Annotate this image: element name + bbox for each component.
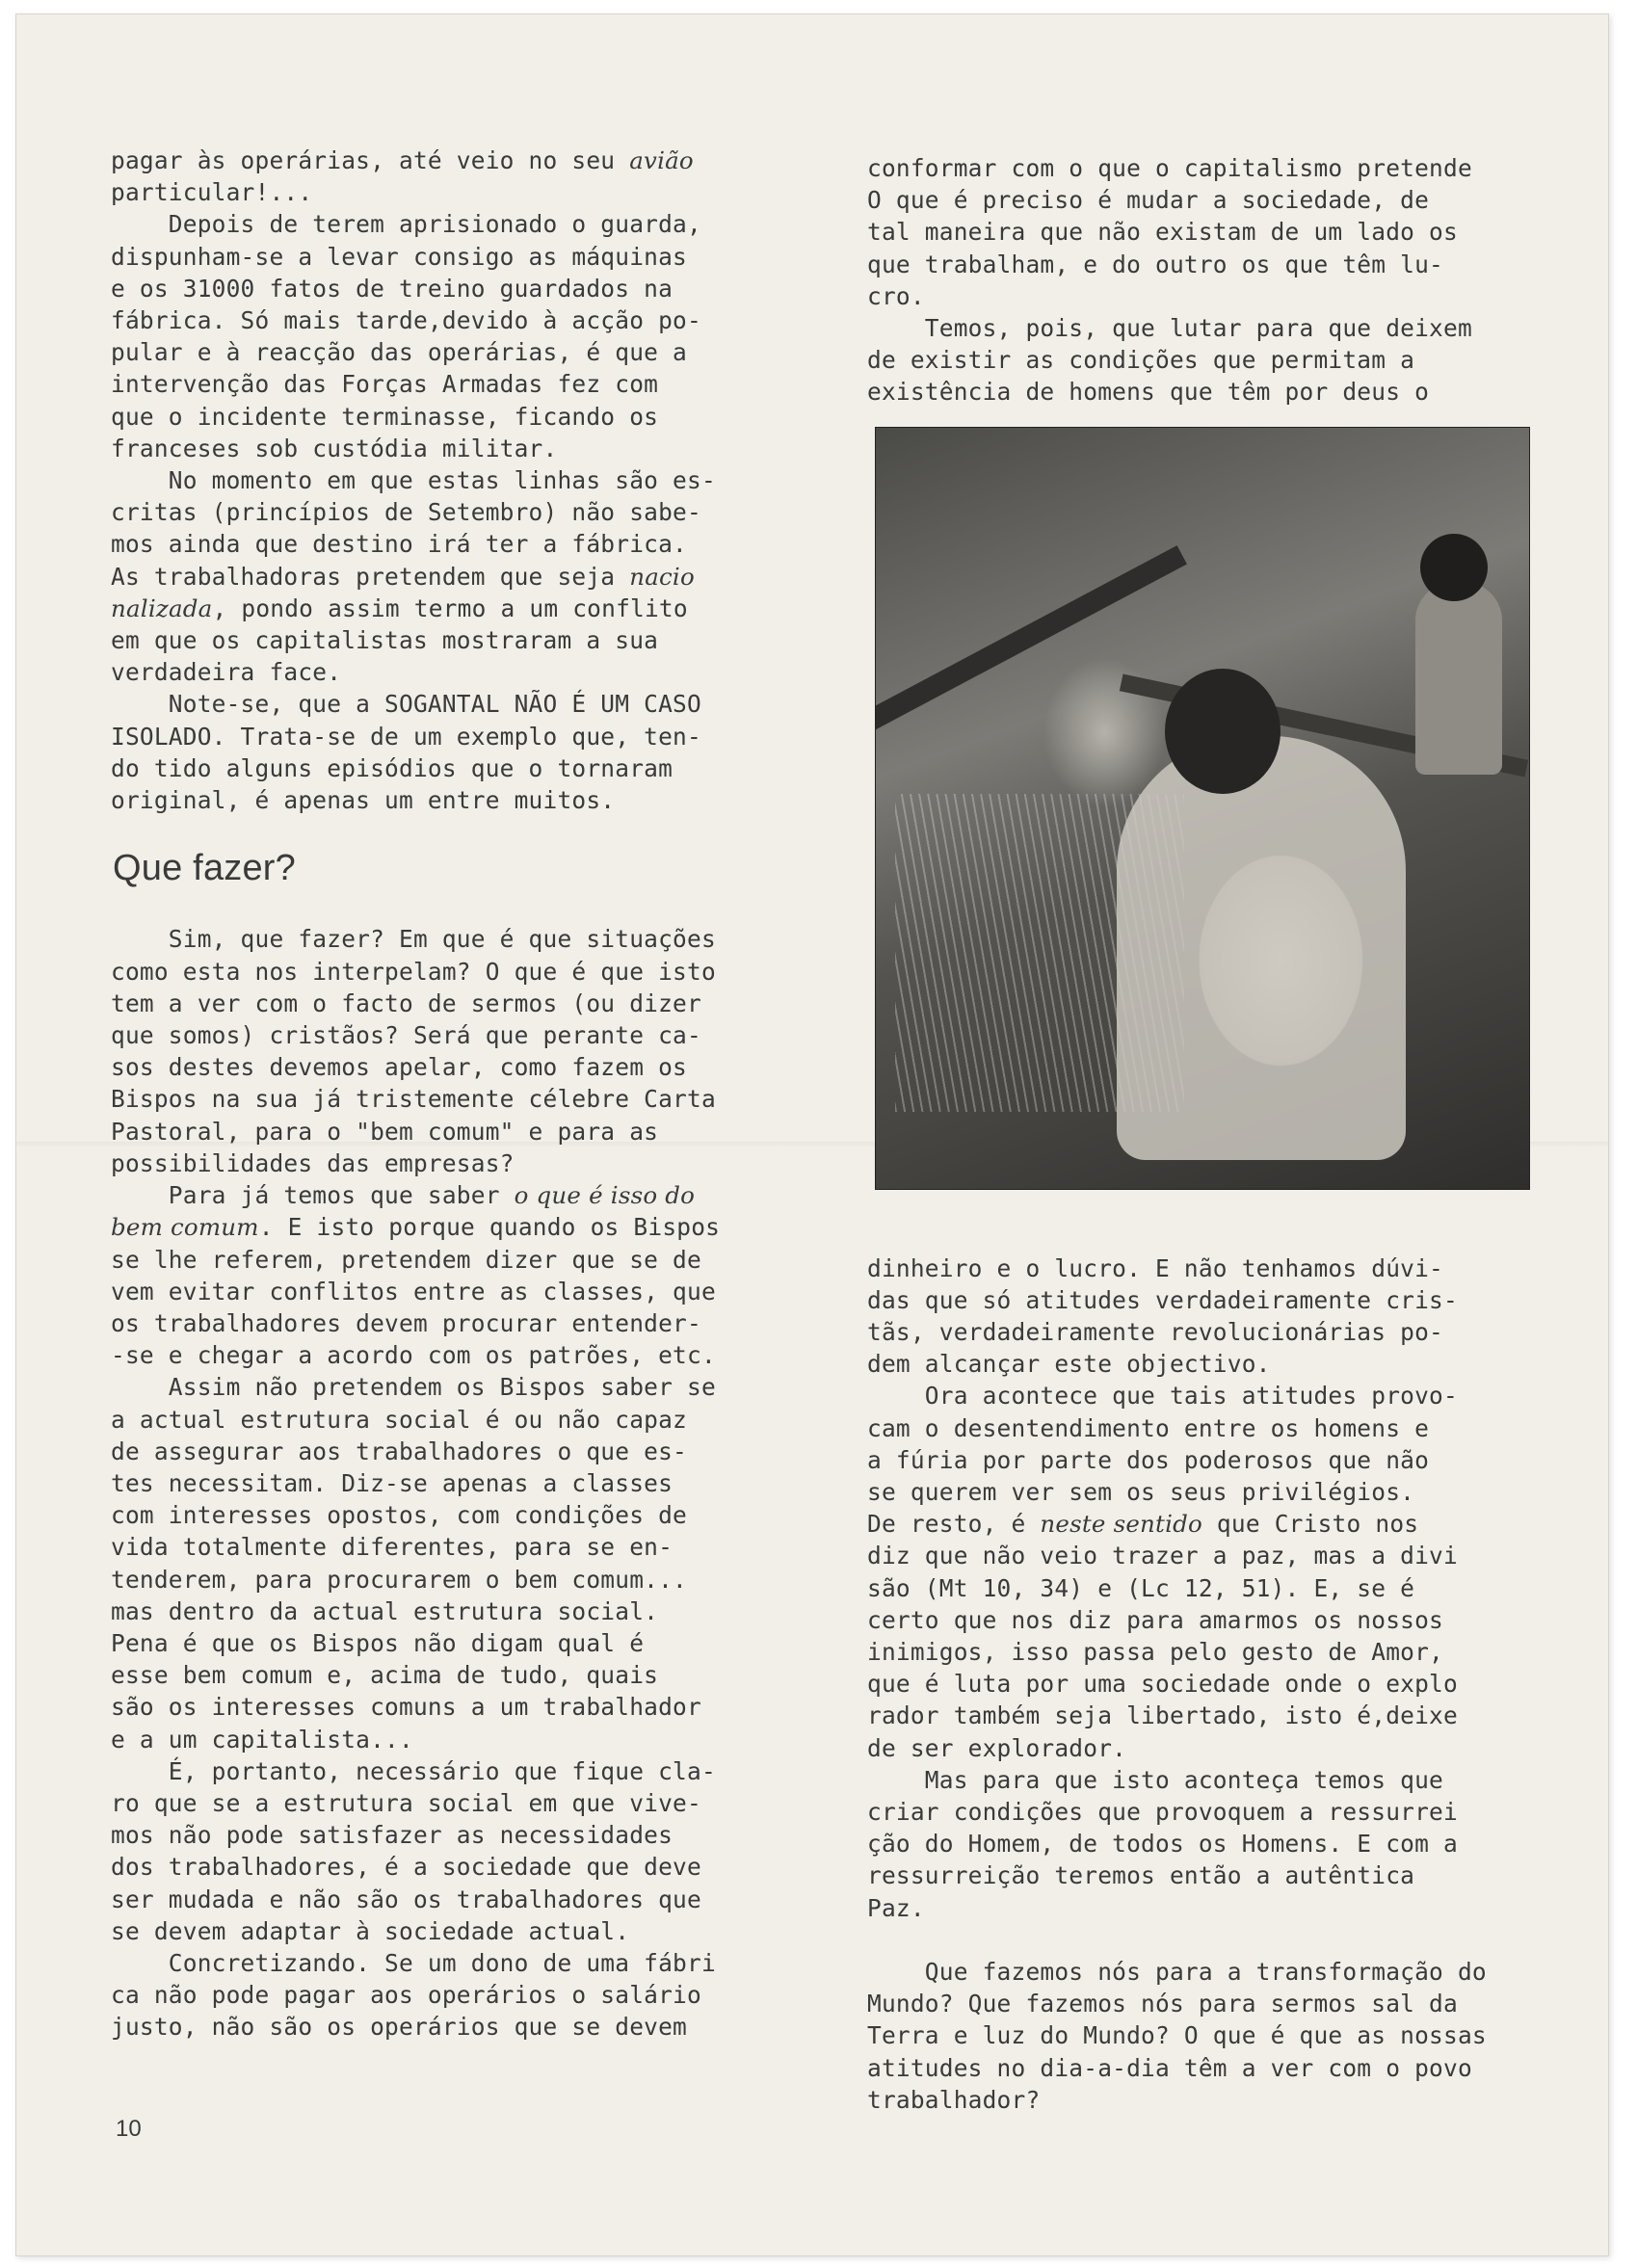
section-heading: Que fazer? [113, 848, 296, 889]
text: Paz. [867, 1893, 925, 1922]
text-line [111, 1755, 785, 1787]
text-line [111, 1211, 785, 1243]
text-line [867, 1828, 1561, 1859]
text-line [867, 1316, 1561, 1348]
text: original, é apenas um entre muitos. [111, 786, 616, 815]
text-line [867, 216, 1561, 248]
text: Assim não pretendem os Bispos saber se [111, 1373, 716, 1402]
text-line [867, 1253, 1561, 1284]
text: criar condições que provoquem a ressurrei [867, 1798, 1458, 1827]
text: Pena é que os Bispos não digam qual é [111, 1628, 645, 1657]
text: a actual estrutura social é ou não capaz [111, 1405, 688, 1434]
text: conformar com o que o capitalismo pretende [867, 154, 1472, 182]
text-line [111, 1947, 785, 1979]
text-line [111, 1627, 785, 1659]
text: dem alcançar este objectivo. [867, 1350, 1271, 1379]
text-line [867, 1636, 1561, 1668]
text: De resto, é [867, 1510, 1041, 1539]
text-line [111, 1531, 785, 1563]
text: que é luta por uma sociedade onde o explo [867, 1670, 1458, 1699]
text-line [111, 784, 785, 816]
text: se devem adaptar à sociedade actual. [111, 1916, 630, 1945]
text-line [111, 401, 785, 433]
text: cam o desentendimento entre os homens e [867, 1413, 1430, 1442]
text: vida totalmente diferentes, para se en- [111, 1533, 673, 1562]
text-line [867, 1380, 1561, 1411]
italic-text: nacio [629, 562, 695, 591]
text-line [111, 273, 785, 304]
text: do tido alguns episódios que o tornaram [111, 753, 673, 782]
text: intervenção das Forças Armadas fez com [111, 370, 659, 399]
text-line [867, 1572, 1561, 1604]
text-line [111, 1051, 785, 1083]
text: esse bem comum e, acima de tudo, quais [111, 1661, 659, 1690]
text-line [111, 304, 785, 336]
text-line [111, 1179, 785, 1211]
left-paragraph-block-1 [111, 145, 785, 816]
text-line [111, 1564, 785, 1596]
text-line [867, 1284, 1561, 1316]
text: rador também seja libertado, isto é,deixe [867, 1701, 1458, 1730]
text: dos trabalhadores, é a sociedade que deve [111, 1853, 701, 1882]
text: dinheiro e o lucro. E não tenhamos dúvi- [867, 1253, 1444, 1282]
text-line [867, 1604, 1561, 1636]
text-line [867, 249, 1561, 280]
page-number: 10 [116, 2116, 142, 2142]
text-line [111, 2011, 785, 2043]
text-line [867, 312, 1561, 344]
text-line [111, 368, 785, 400]
text-line [111, 688, 785, 720]
text: tal maneira que não existam de um lado os [867, 218, 1458, 247]
text-line [111, 1244, 785, 1276]
text: Ora acontece que tais atitudes provo- [867, 1382, 1458, 1411]
text: Concretizando. Se um dono de uma fábri [111, 1948, 716, 1977]
text-line [111, 1979, 785, 2011]
text: pagar às operárias, até veio no seu [111, 146, 630, 174]
text: se querem ver sem os seus privilégios. [867, 1478, 1415, 1507]
text-line [867, 344, 1561, 376]
right-paragraph-block-1 [867, 152, 1561, 409]
text: vem evitar conflitos entre as classes, que [111, 1277, 716, 1305]
text-line [111, 1116, 785, 1147]
text-line [111, 145, 785, 176]
text: de existir as condições que permitam a [867, 346, 1415, 375]
text-line [867, 152, 1561, 184]
text: os trabalhadores devem procurar entender- [111, 1308, 701, 1337]
text: existência de homens que têm por deus o [867, 378, 1430, 407]
text: verdadeira face. [111, 658, 342, 687]
text: Temos, pois, que lutar para que deixem [867, 314, 1472, 343]
text: são os interesses comuns a um trabalhador [111, 1693, 701, 1722]
text: ca não pode pagar aos operários o salário [111, 1981, 701, 2010]
text: tem a ver com o facto de sermos (ou dizer [111, 989, 701, 1017]
text: mas dentro da actual estrutura social. [111, 1596, 659, 1625]
weaving-workshop-photo [875, 427, 1530, 1190]
text: Que fazemos nós para a transformação do [867, 1957, 1487, 1986]
text-line [111, 241, 785, 273]
text-line [867, 2084, 1561, 2116]
text: mos não pode satisfazer as necessidades [111, 1821, 673, 1850]
text-line [111, 1596, 785, 1627]
italic-text: o que é isso do [514, 1181, 696, 1210]
text-line [867, 1892, 1561, 1924]
left-paragraph-block-2 [111, 923, 785, 2043]
text: diz que não veio trazer a paz, mas a divi [867, 1542, 1458, 1570]
text-line [111, 1436, 785, 1467]
text-line [111, 1851, 785, 1883]
text-line [867, 1444, 1561, 1476]
text-line [867, 2019, 1561, 2051]
text: atitudes no dia-a-dia têm a ver com o povo [867, 2053, 1472, 2082]
text-line [111, 1019, 785, 1051]
text: sos destes devemos apelar, como fazem os [111, 1053, 688, 1082]
text: que somos) cristãos? Será que perante ca- [111, 1021, 701, 1050]
text: O que é preciso é mudar a sociedade, de [867, 186, 1430, 215]
text-line [867, 1796, 1561, 1828]
text-line [111, 561, 785, 593]
text-line [867, 1732, 1561, 1764]
text: em que os capitalistas mostraram a sua [111, 626, 659, 655]
text-line [867, 1668, 1561, 1700]
text-line [111, 1499, 785, 1531]
text-line [111, 528, 785, 560]
text-line [111, 1691, 785, 1723]
text: com interesses opostos, com condições de [111, 1501, 688, 1530]
text-line [111, 1884, 785, 1915]
text: ISOLADO. Trata-se de um exemplo que, ten- [111, 722, 701, 751]
text: que o incidente terminasse, ficando os [111, 402, 659, 431]
left-column [111, 145, 785, 2044]
text-line [111, 1276, 785, 1307]
italic-text: avião [629, 146, 694, 174]
text-line [111, 923, 785, 955]
text-line [111, 1787, 785, 1819]
text-line [111, 1724, 785, 1755]
text: Sim, que fazer? Em que é que situações [111, 925, 716, 954]
text-line [867, 1956, 1561, 1988]
text: No momento em que estas linhas são es- [111, 466, 716, 495]
text-line [867, 1476, 1561, 1508]
text: ser mudada e não são os trabalhadores que [111, 1885, 701, 1913]
text: certo que nos diz para amarmos os nossos [867, 1605, 1444, 1634]
text-line [111, 496, 785, 528]
text-line [111, 433, 785, 464]
text: . E isto porque quando os Bispos [258, 1213, 721, 1242]
text: tãs, verdadeiramente revolucionárias po- [867, 1318, 1444, 1347]
text-line [867, 1988, 1561, 2019]
text-line [111, 988, 785, 1019]
text-line [111, 1915, 785, 1947]
text-line [867, 1700, 1561, 1731]
text: ção do Homem, de todos os Homens. E com a [867, 1830, 1458, 1859]
text-line [111, 1307, 785, 1339]
text: dispunham-se a levar consigo as máquinas [111, 242, 688, 271]
text-line [867, 184, 1561, 216]
text: mos ainda que destino irá ter a fábrica. [111, 530, 688, 559]
right-paragraph-block-2 [867, 1253, 1561, 1924]
text-line [111, 1467, 785, 1499]
text: , pondo assim termo a um conflito [212, 593, 688, 622]
text: inimigos, isso passa pelo gesto de Amor, [867, 1638, 1444, 1667]
text: Mas para que isto aconteça temos que [867, 1765, 1444, 1794]
text-line [867, 1764, 1561, 1796]
text-line [111, 752, 785, 784]
text: de ser explorador. [867, 1733, 1127, 1762]
text: As trabalhadoras pretendem que seja [111, 562, 630, 591]
text: É, portanto, necessário que fique cla- [111, 1756, 716, 1785]
text-line [111, 464, 785, 496]
text: Depois de terem aprisionado o guarda, [111, 210, 701, 239]
text-line [111, 656, 785, 688]
text: tenderem, para procurarem o bem comum... [111, 1565, 688, 1594]
text-line [867, 2052, 1561, 2084]
text: das que só atitudes verdadeiramente cris- [867, 1285, 1458, 1314]
text: possibilidades das empresas? [111, 1148, 515, 1177]
text-line [867, 280, 1561, 312]
text: pular e à reacção das operárias, é que a [111, 338, 688, 367]
text-line [111, 624, 785, 656]
text: se lhe referem, pretendem dizer que se de [111, 1245, 701, 1274]
text: cro. [867, 281, 925, 310]
text: fábrica. Só mais tarde,devido à acção po- [111, 306, 701, 335]
text-line [111, 1371, 785, 1403]
text-line [111, 336, 785, 368]
text-line [867, 1412, 1561, 1444]
text: ro que se a estrutura social em que vive- [111, 1788, 701, 1817]
text: como esta nos interpelam? O que é que isto [111, 957, 716, 986]
text-line [111, 721, 785, 752]
italic-text: nalizada [111, 593, 213, 622]
text: justo, não são os operários que se devem [111, 2013, 688, 2042]
text-line [111, 1404, 785, 1436]
text-line [111, 208, 785, 240]
paragraph-gap [867, 1924, 1561, 1956]
text: Pastoral, para o "bem comum" e para as [111, 1117, 659, 1146]
italic-text: neste sentido [1040, 1510, 1202, 1539]
text: ressurreição teremos então a autêntica [867, 1861, 1415, 1890]
text: Bispos na sua já tristemente célebre Carta [111, 1085, 716, 1114]
text-line [867, 1540, 1561, 1571]
text-line [111, 593, 785, 624]
right-paragraph-block-3 [867, 1956, 1561, 2116]
text: a fúria por parte dos poderosos que não [867, 1445, 1430, 1474]
italic-text: bem comum [111, 1213, 259, 1242]
text: particular!... [111, 178, 313, 207]
text: são (Mt 10, 34) e (Lc 12, 51). E, se é [867, 1573, 1415, 1602]
text-line [867, 1508, 1561, 1540]
text-line [867, 376, 1561, 408]
text: trabalhador? [867, 2085, 1041, 2114]
text-line [111, 1083, 785, 1115]
text: -se e chegar a acordo com os patrões, etc. [111, 1341, 716, 1370]
text-line [111, 1147, 785, 1179]
text: Mundo? Que fazemos nós para sermos sal da [867, 1990, 1458, 2018]
text: Para já temos que saber [111, 1181, 515, 1210]
text-line [111, 1819, 785, 1851]
text: de assegurar aos trabalhadores o que es- [111, 1437, 688, 1465]
text: e a um capitalista... [111, 1725, 413, 1754]
text: franceses sob custódia militar. [111, 434, 558, 462]
text: e os 31000 fatos de treino guardados na [111, 274, 673, 303]
text: critas (princípios de Setembro) não sabe- [111, 498, 701, 527]
text-line [111, 1339, 785, 1371]
text: Note-se, que a SOGANTAL NÃO É UM CASO [111, 690, 701, 719]
text-line [111, 1659, 785, 1691]
text: que Cristo nos [1201, 1510, 1419, 1539]
text-line [867, 1348, 1561, 1380]
text-line [111, 956, 785, 988]
text: Terra e luz do Mundo? O que é que as nossas [867, 2021, 1487, 2050]
text: que trabalham, e do outro os que têm lu- [867, 250, 1444, 278]
text-line [111, 176, 785, 208]
text: tes necessitam. Diz-se apenas a classes [111, 1468, 673, 1497]
text-line [867, 1859, 1561, 1891]
